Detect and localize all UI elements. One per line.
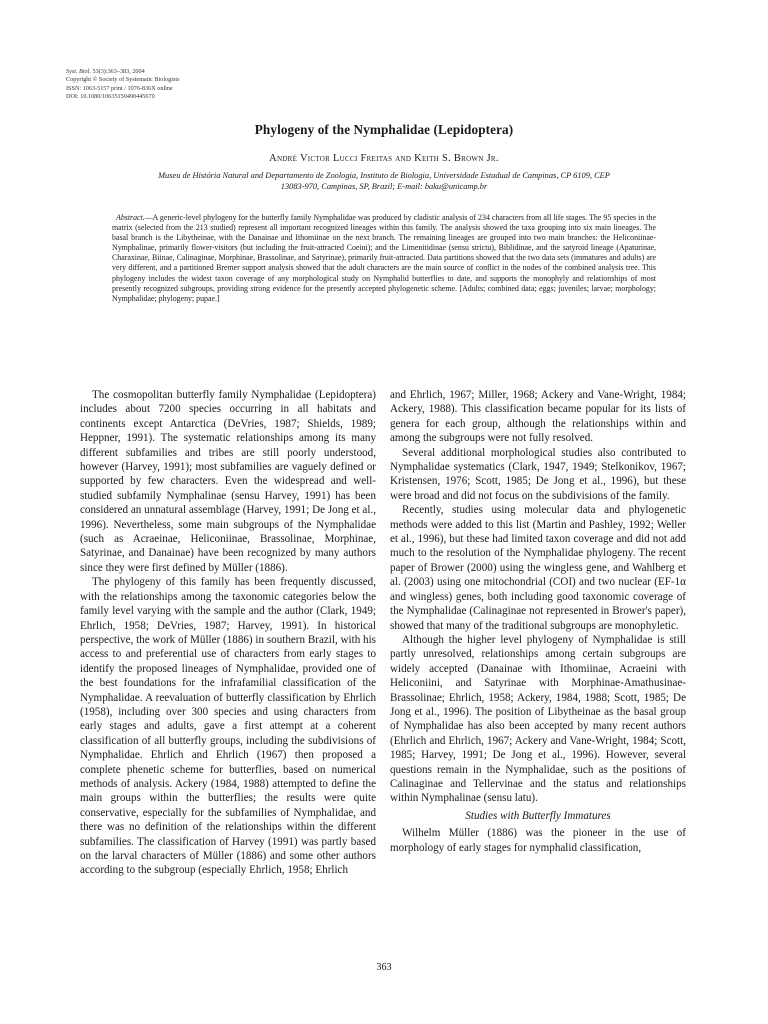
paragraph: and Ehrlich, 1967; Miller, 1968; Ackery and Vane-Wright, 1984; Ackery, 1988). This classification became popular for its lists of genera for each group, although the relationships within and among the subgroups were not fully resolved. [390,389,686,445]
abstract [112,213,656,304]
paragraph: The phylogeny of this family has been frequently discussed, with the relationships among the taxonomic categories below the family level varying with the sample and the author (Clark, 1949; Ehrlich, 1958; DeVries, 1987; Harvey, 1991). In historical perspective, the work of Müller (1886) in southern Brazil, with his access to and preferential use of characters from early stages to identify the proposed lineages of Nymphalidae, provided one of the best foundations for the infrafamilial classification of the Nymphalidae. A reevaluation of butterfly classification by Ehrlich (1958), including over 300 species and using characters from early stages and adults, gave a first attempt at a coherent classification of all butterfly groups, including the subdivisions of Nymphalidae. Ehrlich and Ehrlich (1967) then proposed a complete phenetic scheme for butterflies, based on numerical methods of analysis. Ackery (1984, 1988) attempted to define the main groups within the butterflies; the results were quite conservative, especially for the subfamilies of Nymphalidae, and there was no definition of the relationships within the different subfamilies. The classification of Harvey (1991) was partly based on the larval characters of Müller (1886) and some other authors according to the subgroup (especially Ehrlich, 1958; Ehrlich [80,576,376,877]
article-title: Phylogeny of the Nymphalidae (Lepidoptera) [254,122,514,137]
doi-line: DOI: 10.1080/10635150490445670 [66,93,155,101]
author-affiliation: Museu de História Natural and Departamento de Zoologia, Instituto de Biologia, Universidade Estadual de Campinas, CP 6109, CEP 13083-970, Campinas, SP, Brazil; E-mail: baku@unicamp.br [158,171,610,191]
paragraph: Wilhelm Müller (1886) was the pioneer in the use of morphology of early stages for nymphalid classification, [390,827,686,854]
paragraph: Although the higher level phylogeny of Nymphalidae is still partly unresolved, relationships among certain subgroups are widely accepted (Danainae with Ithomiinae, Acraeini with Heliconiini, and Satyrinae with Morphinae-Amathusinae-Brassolinae; Ehrlich, 1958; Ackery, 1984, 1988; Scott, 1985; De Jong et al., 1996). The position of Libytheinae as the basal group of Nymphalidae has also been accepted by many recent authors (Ehrlich and Ehrlich, 1967; Ackery and Vane-Wright, 1984; Scott, 1985; Harvey, 1991; De Jong et al., 1996). However, several questions remain in the Nymphalidae, such as the positions of Calinaginae and Tellervinae and the status and relationships within Nymphalinae (sensu latu). [390,633,686,805]
copyright-line: Copyright © Society of Systematic Biologists [66,76,180,84]
section-heading: Studies with Butterfly Immatures [465,809,611,822]
paragraph: Several additional morphological studies also contributed to Nymphalidae systematics (Clark, 1947, 1949; Stelkonikov, 1967; Kristensen, 1976; Scott, 1985; De Jong et al., 1996), but these were broad and did not focus on the subdivisions of the family. [390,446,686,502]
issn-line: ISSN: 1063-5157 print / 1076-836X online [66,84,173,92]
right-column [390,388,686,855]
left-column [80,388,376,878]
abstract-text: —A generic-level phylogeny for the butterfly family Nymphalidae was produced by cladistic analysis of 234 characters from all life stages. The 95 species in the matrix (selected from the 213 studied) represent all important recognized lineages within this family. The analysis showed the taxa grouping into six main lineages. The basal branch is the Libytheinae, with the Danainae and Ithomiinae on the next branch. The remaining lineages are grouped into two main branches: the Heliconiinae-Nymphalinae, primarily flower-visitors (but including the fruit-attracted Coeini); and the Limenitidinae (sensu strictu), Biblidinae, and the satyroid lineage (Apaturinae, Charaxinae, Biinae, Calinaginae, Morphinae, Brassolinae, and Satyrinae), primarily fruit-attracted. Data partitions showed that the two data sets (immatures and adults) are very different, and a partitioned Bremer support analysis showed that the adult characters are the main source of conflict in the nodes of the combined analysis tree. This phylogeny includes the widest taxon coverage of any morphological study on Nymphalid butterflies to date, and supports the monophyly and relationships of most presently recognized subgroups, providing strong evidence for the presently accepted phylogenetic scheme. [Adults; combined data; eggs; juveniles; larvae; morphology; Nymphalidae; phylogeny; pupae.] [112,213,656,303]
page-number: 363 [376,962,392,973]
author-names: André Victor Lucci Freitas and Keith S. Brown Jr. [269,153,499,164]
paragraph: Recently, studies using molecular data and phylogenetic methods were added to this list (Martin and Pashley, 1992; Weller et al., 1996), but these had limited taxon coverage and did not add much to the resolution of the Nymphalidae phylogeny. The recent paper of Brower (2000) using the wingless gene, and Wahlberg et al. (2003) using one mitochondrial (COI) and two nuclear (EF-1α and wingless) genes, both including good taxonomic coverage of the Nymphalidae (Calinaginae not represented in Brower's paper), showed that many of the traditional subgroups are monophyletic. [390,504,686,632]
paragraph: The cosmopolitan butterfly family Nymphalidae (Lepidoptera) includes about 7200 species occurring in all habitats and continents except Antarctica (DeVries, 1987; Shields, 1989; Heppner, 1991). The systematic relationships among its many different subfamilies and tribes are still poorly understood, however (Harvey, 1991); most subfamilies are vaguely defined or supported by few characters. Even the widespread and well-studied subfamily Nymphalinae (sensu Harvey, 1991) has been considered an unnatural assemblage (Harvey, 1991; De Jong et al., 1996). Nevertheless, some main subgroups of the Nymphalidae (such as Acraeinae, Heliconiinae, Brassolinae, Morphinae, Satyrinae, and Danainae) have been recognized by many authors since they were first defined by Müller (1886). [80,389,376,574]
journal-header [66,68,180,102]
citation-line: Syst. Biol. 53(3):363–383, 2004 [66,68,145,75]
abstract-label: Abstract. [116,213,145,222]
